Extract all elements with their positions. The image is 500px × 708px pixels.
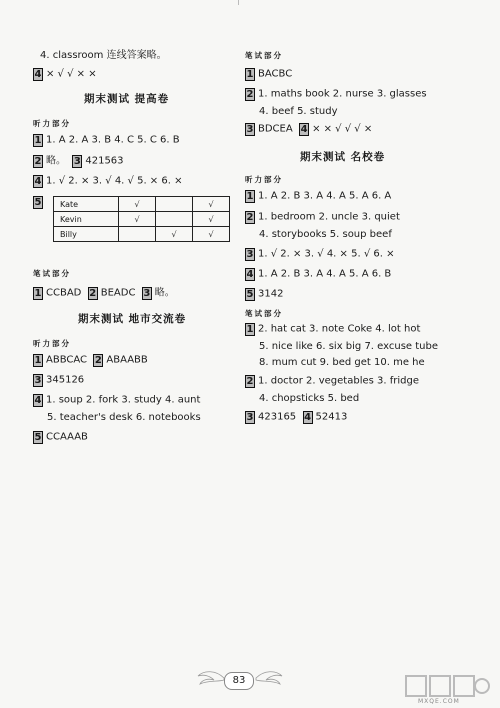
left-dishi-q3: 3 345126 — [34, 374, 85, 386]
listening-label-2: 听力部分 — [33, 339, 71, 348]
section-title-tigao: 期末测试 提高卷 — [84, 93, 170, 105]
right-writing-q1-cont1: 5. nice like 6. six big 7. excuse tube — [259, 341, 439, 352]
left-dishi-q5: 5 CCAAAB — [34, 431, 88, 443]
left-q4-marks: 4 × √ √ × × — [34, 68, 97, 80]
section-title-mingxiao: 期末测试 名校卷 — [300, 151, 386, 163]
right-writing-q3-q4: 3 423165 4 52413 — [246, 411, 348, 423]
left-wing-ornament — [196, 668, 226, 688]
left-dishi-q4: 4 1. soup 2. fork 3. study 4. aunt — [34, 394, 201, 406]
right-q3-q4: 3 BDCEA 4 × × √ √ √ × — [246, 123, 373, 135]
left-dishi-q4-cont: 5. teacher's desk 6. notebooks — [47, 412, 201, 423]
writing-label-1: 笔试部分 — [33, 269, 71, 278]
section-title-dishi: 期末测试 地市交流卷 — [78, 313, 187, 325]
left-line-classroom: 4. classroom 连线答案略。 — [40, 50, 167, 61]
left-writing-q1-q3: 1 CCBAD 2 BEADC 3 略。 — [34, 287, 175, 299]
answer-table — [53, 196, 230, 242]
left-dishi-q1-q2: 1 ABBCAC 2 ABAABB — [34, 354, 148, 366]
table-row: Billy √ √ — [54, 227, 230, 242]
right-writing-q1-cont2: 8. mum cut 9. bed get 10. me he — [259, 357, 425, 368]
right-listen-q3: 3 1. √ 2. × 3. √ 4. × 5. √ 6. × — [246, 248, 395, 260]
right-listen-q5: 5 3142 — [246, 288, 284, 300]
listening-label-3: 听力部分 — [245, 175, 283, 184]
left-listen-q4: 4 1. √ 2. × 3. √ 4. √ 5. × 6. × — [34, 175, 183, 187]
right-q2: 2 1. maths book 2. nurse 3. glasses — [246, 88, 427, 100]
watermark-text: MXQE.COM — [418, 698, 460, 705]
right-q1: 1 BACBC — [246, 68, 293, 80]
right-writing-q2: 2 1. doctor 2. vegetables 3. fridge — [246, 375, 419, 387]
page-top-rule — [238, 0, 239, 5]
table-row: Kate √ √ — [54, 197, 230, 212]
right-listen-q4: 4 1. A 2. B 3. A 4. A 5. A 6. B — [246, 268, 392, 280]
left-listen-q1: 1 1. A 2. A 3. B 4. C 5. C 6. B — [34, 134, 180, 146]
table-row: Kevin √ √ — [54, 212, 230, 227]
right-wing-ornament — [254, 668, 284, 688]
listening-label-1: 听力部分 — [33, 119, 71, 128]
left-listen-q5: 5 — [34, 197, 42, 208]
right-listen-q2: 2 1. bedroom 2. uncle 3. quiet — [246, 211, 400, 223]
page-number: 83 — [224, 672, 254, 690]
right-writing-q2-cont: 4. chopsticks 5. bed — [259, 393, 360, 404]
writing-label-3: 笔试部分 — [245, 309, 283, 318]
writing-label-2: 笔试部分 — [245, 51, 283, 60]
left-listen-q2-q3: 2 略。 3 421563 — [34, 155, 124, 167]
right-listen-q1: 1 1. A 2. B 3. A 4. A 5. A 6. A — [246, 190, 392, 202]
right-writing-q1: 1 2. hat cat 3. note Coke 4. lot hot — [246, 323, 421, 335]
right-q2-cont: 4. beef 5. study — [259, 106, 338, 117]
right-listen-q2-cont: 4. storybooks 5. soup beef — [259, 229, 392, 240]
